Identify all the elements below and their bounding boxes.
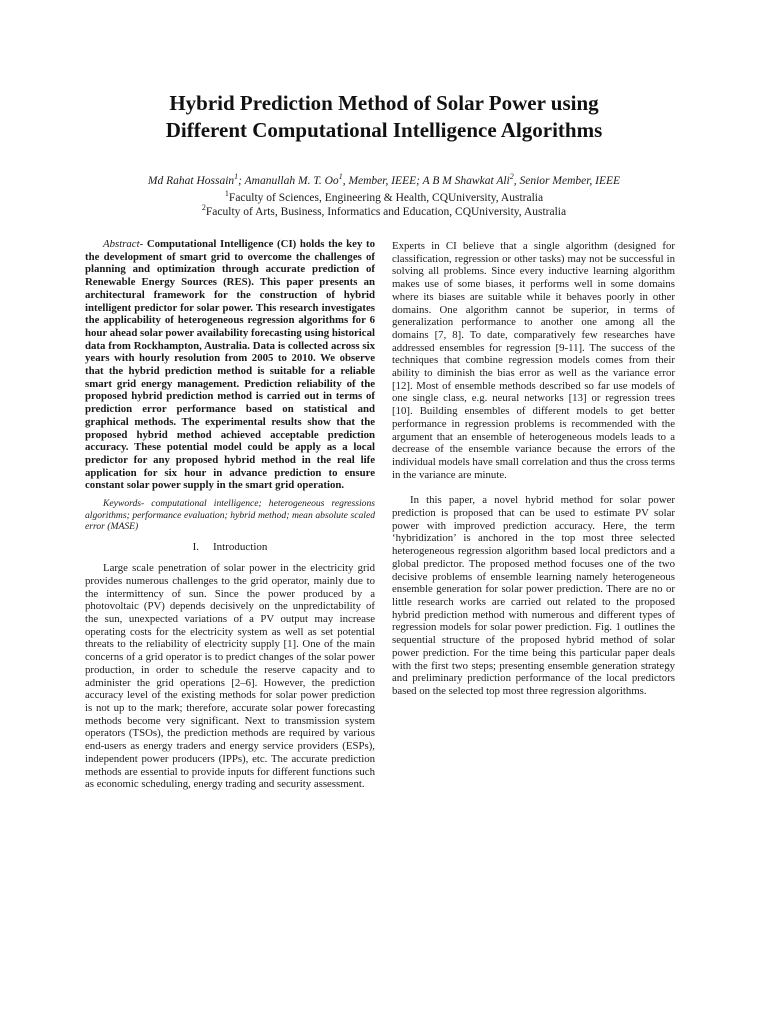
affiliation-2-sup: 2 — [201, 203, 206, 213]
right-column — [392, 240, 675, 698]
title-line-2: Different Computational Intelligence Algorithms — [165, 118, 603, 142]
affiliation-1 — [60, 191, 708, 206]
abstract-lead: Abstract- — [103, 238, 144, 250]
right-paragraph-2: In this paper, a novel hybrid method for solar power prediction is proposed that can be used to estimate PV solar power with improved prediction accuracy. Here, the term ‘hybridization’ is anchored in the top most three selected heterogeneous regression algorithm based local predictors and a global predictor. The proposed method focuses one of the two decisive problems of ensemble learning namely heterogeneous ensemble generation for solar power prediction. There are no or little research works are carried out related to the proposed hybrid prediction method with numerous and different types of regression models for solar power prediction. Fig. 1 outlines the sequential structure of the proposed hybrid method of solar power prediction. For the time being this particular paper deals with the first two steps; presenting ensemble generation strategy and preliminary prediction performance of the local predictors based on the selected top most three regression algorithms. — [392, 494, 675, 697]
author-3: , Member, IEEE; A B M Shawkat Ali — [342, 175, 510, 187]
author-2: ; Amanullah M. T. Oo — [238, 175, 339, 187]
author-1: Md Rahat Hossain — [147, 175, 235, 187]
left-column — [85, 238, 375, 791]
author-list — [60, 174, 708, 189]
author-3-sup: 2 — [509, 172, 514, 182]
paper-title — [60, 90, 708, 144]
abstract — [85, 238, 375, 492]
affiliation-1-sup: 1 — [224, 189, 229, 199]
keywords: Keywords- computational intelligence; heterogeneous regressions algorithms; performance evaluation; hybrid method; mean absolute scaled error (MASE) — [85, 498, 375, 533]
author-2-sup: 1 — [338, 172, 343, 182]
affiliation-2-text: Faculty of Arts, Business, Informatics and Education, CQUniversity, Australia — [205, 206, 567, 218]
section-heading-introduction — [85, 541, 375, 554]
title-line-1: Hybrid Prediction Method of Solar Power using — [169, 91, 599, 115]
affiliation-1-text: Faculty of Sciences, Engineering & Health, CQUniversity, Australia — [228, 192, 544, 204]
intro-paragraph-1: Large scale penetration of solar power in the electricity grid provides numerous challenges to the grid operator, mainly due to the intermittency of sun. Since the power produced by a photovoltaic (PV) depends decisively on the unpredictability of the sun, unexpected variations of a PV output may increase operating costs for the electricity system as well as set potential threats to the reliability of electricity supply [1]. One of the main concerns of a grid operator is to predict changes of the solar power production, in order to schedule the reserve capacity and to administer the grid operations [2–6]. However, the prediction accuracy level of the existing methods for solar power prediction is not up to the mark; therefore, accurate solar power forecasting methods become very significant. Next to transmission system operators (TSOs), the prediction methods are required by various end-users as energy traders and energy service providers (ESPs), independent power producers (IPPs), etc. The accurate prediction methods are essential to provide inputs for different functions such as economic scheduling, energy trading and security assessment. — [85, 562, 375, 791]
abstract-body: Computational Intelligence (CI) holds the key to the development of smart grid to overcome the challenges of planning and optimization through accurate prediction of Renewable Energy Sources (RES). This paper presents an architectural framework for the construction of hybrid intelligent predictor for solar power. This research investigates the applicability of heterogeneous regression algorithms for 6 hour ahead solar power availability forecasting using historical data from Rockhampton, Australia. Data is collected across six years with hourly resolution from 2005 to 2010. We observe that the hybrid prediction method is suitable for a reliable smart grid energy management. Prediction reliability of the proposed hybrid prediction method is carried out in terms of prediction error performance based on statistical and graphical methods. The experimental results show that the proposed hybrid method achieved acceptable prediction accuracy. These potential model could be apply as a local predictor for any proposed hybrid method in the real life application for six hour in advance prediction to ensure constant solar power supply in the smart grid operation. — [85, 238, 375, 492]
section-title: Introduction — [213, 540, 268, 553]
right-paragraph-1: Experts in CI believe that a single algorithm (designed for classification, regression or other tasks) may not be successful in solving all problems. Since every inductive learning algorithm makes use of some biases, it performs well in some domains where its biases are suitable while it behaves poorly in other domains. One algorithm cannot be superior, in terms of generalization performance to another one among all the domains [7, 8]. To date, comparatively few researches have addressed ensembles for regression [9-11]. The success of the techniques that combine regression models comes from their ability to diminish the bias error as well as the variance error [12]. Most of ensemble methods described so far use models of one single class, e.g. neural networks [13] or regression trees [10]. Building ensembles of different models to get better performance in regression problems is recommended with the argument that an ensemble of heterogeneous models leads to a decrease of the ensemble variance because the errors of the individual models have small correlation and thus the cross terms in the variance are minute. — [392, 240, 675, 481]
affiliation-2 — [60, 205, 708, 220]
author-1-sup: 1 — [234, 172, 239, 182]
section-number: I. — [192, 540, 200, 553]
author-4: , Senior Member, IEEE — [513, 175, 621, 187]
